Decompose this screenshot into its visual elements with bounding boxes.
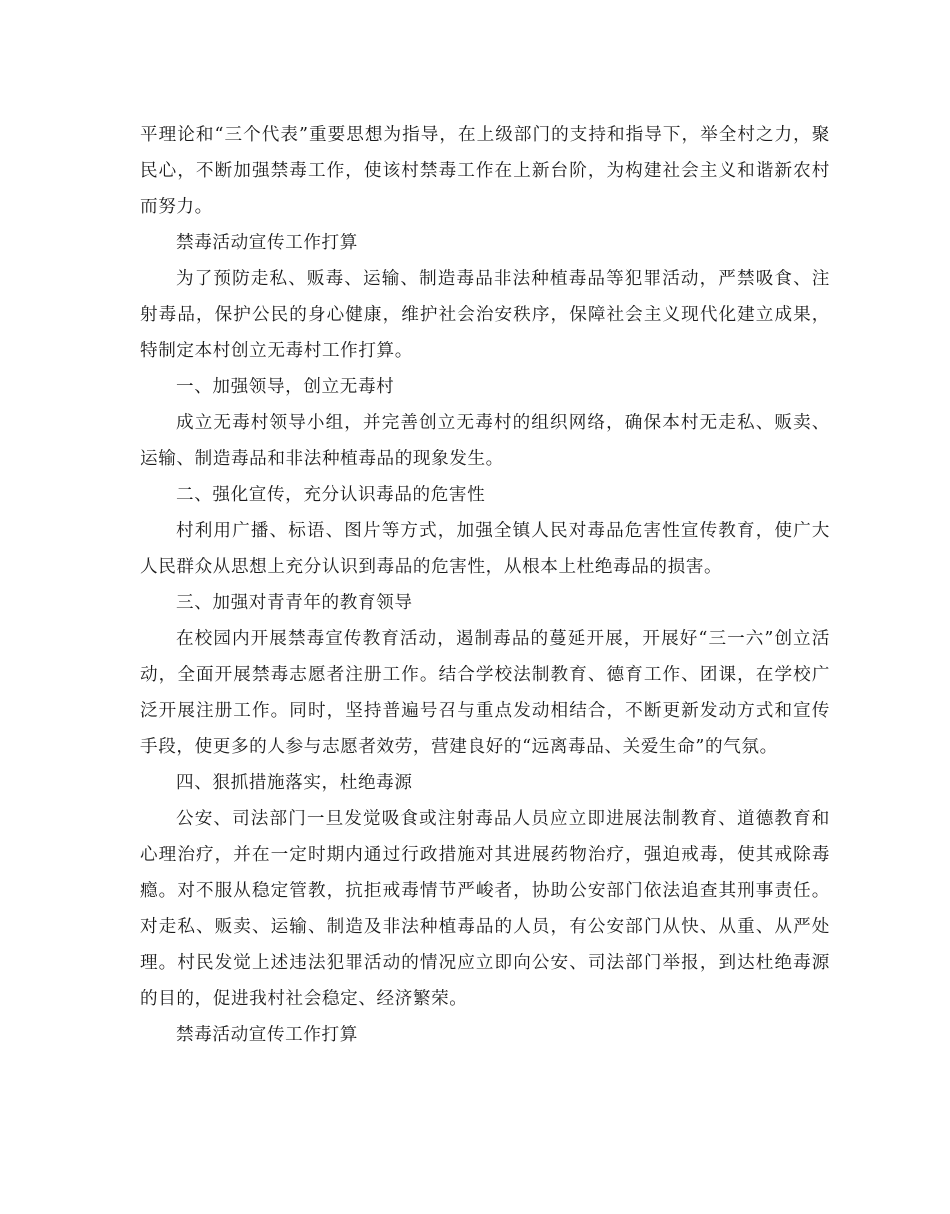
heading-four: 四、狠抓措施落实，杜绝毒源	[176, 773, 413, 793]
paragraph-three: 在校园内开展禁毒宣传教育活动，遏制毒品的蔓延开展，开展好“三一六”创立活动，全面开展禁毒志愿者注册工作。结合学校法制教育、德育工作、团课，在学校广泛开展注册工作。同时，坚持普遍号召与重点发动相结合，不断更新发动方式和宣传手段，使更多的人参与志愿者效劳，营建良好的“远离毒品、关爱生命”的气氛。	[140, 629, 830, 757]
paragraph-intro: 为了预防走私、贩毒、运输、制造毒品非法种植毒品等犯罪活动，严禁吸食、注射毒品，保护公民的身心健康，维护社会治安秩序，保障社会主义现代化建立成果，特制定本村创立无毒村工作打算。	[140, 269, 830, 361]
paragraph-one: 成立无毒村领导小组，并完善创立无毒村的组织网络，确保本村无走私、贩卖、运输、制造毒品和非法种植毒品的现象发生。	[140, 413, 830, 469]
heading-one: 一、加强领导，创立无毒村	[176, 377, 395, 397]
paragraph-two: 村利用广播、标语、图片等方式，加强全镇人民对毒品危害性宣传教育，使广大人民群众从思想上充分认识到毒品的危害性，从根本上杜绝毒品的损害。	[140, 521, 830, 577]
paragraph-continuation: 平理论和“三个代表”重要思想为指导，在上级部门的支持和指导下，举全村之力，聚民心，不断加强禁毒工作，使该村禁毒工作在上新台阶，为构建社会主义和谐新农村而努力。	[140, 125, 830, 217]
heading-two: 二、强化宣传，充分认识毒品的危害性	[176, 485, 486, 505]
heading-three: 三、加强对青青年的教育领导	[176, 593, 413, 613]
document-body	[140, 117, 830, 1053]
paragraph-four: 公安、司法部门一旦发觉吸食或注射毒品人员应立即进展法制教育、道德教育和心理治疗，并在一定时期内通过行政措施对其进展药物治疗，强迫戒毒，使其戒除毒瘾。对不服从稳定管教，抗拒戒毒情节严峻者，协助公安部门依法追查其刑事责任。对走私、贩卖、运输、制造及非法种植毒品的人员，有公安部门从快、从重、从严处理。村民发觉上述违法犯罪活动的情况应立即向公安、司法部门举报，到达杜绝毒源的目的，促进我村社会稳定、经济繁荣。	[140, 809, 830, 1009]
section-title-repeat: 禁毒活动宣传工作打算	[176, 1025, 358, 1045]
section-title: 禁毒活动宣传工作打算	[176, 233, 358, 253]
